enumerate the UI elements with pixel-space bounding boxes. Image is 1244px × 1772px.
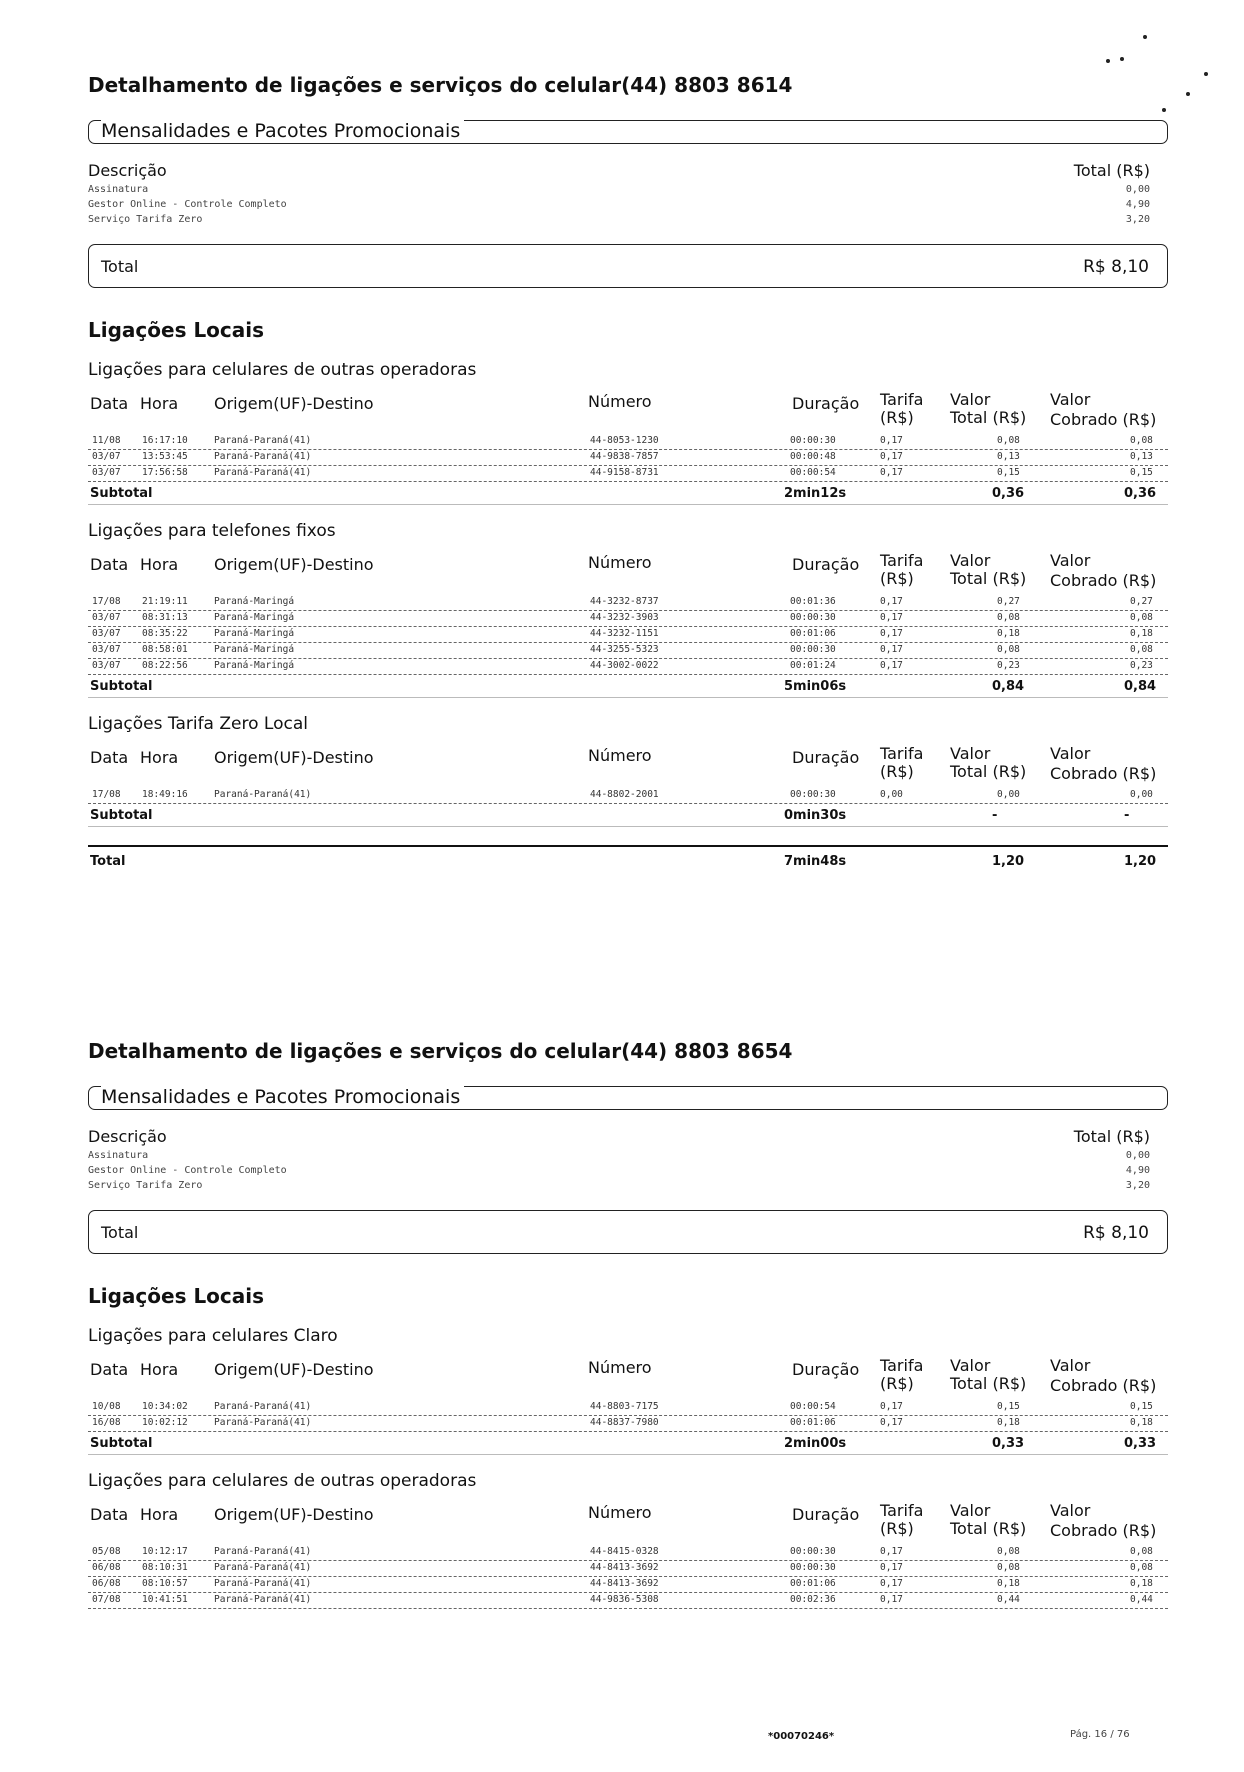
call-cell-cobrado: 0,44 [1130, 1594, 1153, 1605]
call-row [88, 1561, 1168, 1577]
call-cell-numero: 44-8053-1230 [590, 435, 659, 446]
col-valor-cobrado-sub: Cobrado (R$) [1050, 1521, 1157, 1540]
subtotal-cobrado: 0,36 [1124, 486, 1157, 501]
call-cell-numero: 44-8837-7980 [590, 1417, 659, 1428]
call-cell-data: 03/07 [92, 628, 121, 639]
total-label: Total [101, 1223, 139, 1242]
call-cell-numero: 44-8802-2001 [590, 789, 659, 800]
call-row [88, 1593, 1168, 1609]
subtotal-row [88, 675, 1168, 698]
call-cell-tarifa: 0,17 [880, 660, 903, 671]
call-cell-data: 05/08 [92, 1546, 121, 1557]
call-cell-data: 03/07 [92, 451, 121, 462]
call-cell-total: 0,13 [997, 451, 1020, 462]
call-cell-tarifa: 0,17 [880, 612, 903, 623]
col-valor-cobrado-sub: Cobrado (R$) [1050, 571, 1157, 590]
call-cell-duracao: 00:00:54 [790, 467, 836, 478]
total-value: R$ 8,10 [1083, 1223, 1149, 1243]
scan-speck [1162, 108, 1166, 112]
call-cell-data: 06/08 [92, 1562, 121, 1573]
call-cell-tarifa: 0,17 [880, 596, 903, 607]
col-valor-total-sub: Total (R$) [950, 569, 1027, 588]
call-row [88, 595, 1168, 611]
call-row [88, 627, 1168, 643]
col-valor-total: Valor [950, 551, 991, 570]
call-cell-duracao: 00:00:30 [790, 1546, 836, 1557]
call-row [88, 659, 1168, 675]
col-tarifa: Tarifa [880, 1356, 924, 1375]
call-cell-numero: 44-3232-1151 [590, 628, 659, 639]
col-origem: Origem(UF)-Destino [214, 555, 374, 574]
call-row [88, 450, 1168, 466]
description-block [88, 1126, 1168, 1206]
call-cell-numero: 44-8415-0328 [590, 1546, 659, 1557]
col-valor-total-sub: Total (R$) [950, 1519, 1027, 1538]
col-tarifa: Tarifa [880, 390, 924, 409]
col-valor-cobrado-sub: Cobrado (R$) [1050, 764, 1157, 783]
call-cell-total: 0,00 [997, 789, 1020, 800]
col-numero: Número [588, 553, 652, 572]
col-hora: Hora [140, 748, 179, 767]
call-cell-tarifa: 0,17 [880, 1546, 903, 1557]
package-box-title: Mensalidades e Pacotes Promocionais [101, 119, 464, 144]
call-cell-origem: Paraná-Paraná(41) [214, 1594, 312, 1605]
scan-speck [1106, 59, 1110, 63]
call-cell-cobrado: 0,08 [1130, 435, 1153, 446]
call-cell-total: 0,08 [997, 612, 1020, 623]
call-cell-total: 0,27 [997, 596, 1020, 607]
col-duracao: Duração [792, 555, 860, 574]
call-cell-duracao: 00:02:36 [790, 1594, 836, 1605]
call-cell-numero: 44-8803-7175 [590, 1401, 659, 1412]
description-row: Gestor Online - Controle Completo 4,90 [88, 199, 1150, 210]
call-cell-origem: Paraná-Paraná(41) [214, 451, 312, 462]
call-cell-total: 0,08 [997, 644, 1020, 655]
call-cell-numero: 44-8413-3692 [590, 1562, 659, 1573]
grand-total-label: Total [90, 854, 126, 869]
col-valor-total-sub: Total (R$) [950, 1374, 1027, 1393]
call-cell-origem: Paraná-Paraná(41) [214, 1562, 312, 1573]
call-row [88, 434, 1168, 450]
call-cell-numero: 44-9158-8731 [590, 467, 659, 478]
call-cell-duracao: 00:00:30 [790, 644, 836, 655]
col-hora: Hora [140, 394, 179, 413]
call-cell-total: 0,18 [997, 1578, 1020, 1589]
call-cell-duracao: 00:01:06 [790, 628, 836, 639]
call-cell-hora: 10:34:02 [142, 1401, 188, 1412]
description-block [88, 160, 1168, 240]
col-tarifa: Tarifa [880, 1501, 924, 1520]
call-cell-numero: 44-8413-3692 [590, 1578, 659, 1589]
subtotal-duracao: 5min06s [784, 679, 847, 694]
call-cell-cobrado: 0,08 [1130, 1562, 1153, 1573]
call-cell-numero: 44-9836-5308 [590, 1594, 659, 1605]
subtotal-row [88, 1432, 1168, 1455]
subtotal-row [88, 804, 1168, 827]
section-title: Ligações Locais [88, 1284, 265, 1308]
call-cell-origem: Paraná-Paraná(41) [214, 467, 312, 478]
call-cell-duracao: 00:00:30 [790, 612, 836, 623]
call-cell-duracao: 00:01:24 [790, 660, 836, 671]
call-cell-total: 0,23 [997, 660, 1020, 671]
subtotal-duracao: 0min30s [784, 808, 847, 823]
call-groups [88, 358, 1168, 827]
call-cell-data: 17/08 [92, 789, 121, 800]
col-hora: Hora [140, 555, 179, 574]
column-header [88, 1501, 1168, 1545]
call-cell-hora: 10:02:12 [142, 1417, 188, 1428]
col-numero: Número [588, 1358, 652, 1377]
description-row: Assinatura 0,00 [88, 1150, 1150, 1161]
call-cell-origem: Paraná-Maringá [214, 660, 295, 671]
call-cell-data: 07/08 [92, 1594, 121, 1605]
col-origem: Origem(UF)-Destino [214, 394, 374, 413]
grand-total-duration: 7min48s [784, 854, 847, 869]
call-cell-hora: 10:12:17 [142, 1546, 188, 1557]
total-box [88, 1210, 1168, 1254]
call-cell-tarifa: 0,17 [880, 467, 903, 478]
call-cell-duracao: 00:00:54 [790, 1401, 836, 1412]
call-cell-tarifa: 0,17 [880, 644, 903, 655]
call-cell-origem: Paraná-Paraná(41) [214, 789, 312, 800]
call-cell-cobrado: 0,08 [1130, 644, 1153, 655]
grand-total-value: 1,20 [992, 854, 1025, 869]
call-cell-data: 03/07 [92, 644, 121, 655]
subtotal-duracao: 2min12s [784, 486, 847, 501]
col-tarifa-unit: (R$) [880, 569, 914, 588]
col-hora: Hora [140, 1360, 179, 1379]
call-cell-cobrado: 0,08 [1130, 1546, 1153, 1557]
call-cell-total: 0,18 [997, 628, 1020, 639]
col-valor-total: Valor [950, 1356, 991, 1375]
grand-total-charged: 1,20 [1124, 854, 1157, 869]
call-cell-duracao: 00:00:48 [790, 451, 836, 462]
call-cell-hora: 08:58:01 [142, 644, 188, 655]
call-cell-cobrado: 0,15 [1130, 1401, 1153, 1412]
col-valor-cobrado: Valor [1050, 1501, 1091, 1520]
call-cell-duracao: 00:00:30 [790, 789, 836, 800]
call-cell-data: 03/07 [92, 660, 121, 671]
call-row [88, 466, 1168, 482]
package-box [88, 1086, 1168, 1110]
call-cell-duracao: 00:00:30 [790, 1562, 836, 1573]
call-cell-cobrado: 0,15 [1130, 467, 1153, 478]
call-cell-cobrado: 0,18 [1130, 628, 1153, 639]
call-cell-numero: 44-3232-8737 [590, 596, 659, 607]
call-cell-hora: 08:10:57 [142, 1578, 188, 1589]
call-row [88, 611, 1168, 627]
subtotal-row [88, 482, 1168, 505]
total-header: Total (R$) [1073, 1127, 1150, 1146]
total-value: R$ 8,10 [1083, 257, 1149, 277]
call-cell-tarifa: 0,00 [880, 789, 903, 800]
package-box-title: Mensalidades e Pacotes Promocionais [101, 1085, 464, 1110]
description-header: Descrição [88, 161, 167, 180]
scan-speck [1186, 92, 1190, 96]
col-numero: Número [588, 1503, 652, 1522]
description-row: Serviço Tarifa Zero 3,20 [88, 214, 1150, 225]
call-cell-tarifa: 0,17 [880, 1401, 903, 1412]
call-cell-hora: 08:10:31 [142, 1562, 188, 1573]
col-numero: Número [588, 746, 652, 765]
call-cell-tarifa: 0,17 [880, 1417, 903, 1428]
call-cell-origem: Paraná-Paraná(41) [214, 1578, 312, 1589]
subtotal-total: 0,33 [992, 1436, 1025, 1451]
subtotal-label: Subtotal [90, 1436, 153, 1451]
page-number: Pág. 16 / 76 [1070, 1729, 1130, 1740]
column-header [88, 744, 1168, 788]
subtotal-total: 0,36 [992, 486, 1025, 501]
scan-speck [1143, 35, 1147, 39]
subtotal-label: Subtotal [90, 808, 153, 823]
subtotal-cobrado: 0,33 [1124, 1436, 1157, 1451]
col-tarifa-unit: (R$) [880, 1519, 914, 1538]
phone-section-1 [88, 70, 1168, 871]
call-cell-cobrado: 0,13 [1130, 451, 1153, 462]
scan-speck [1204, 72, 1208, 76]
call-row [88, 1400, 1168, 1416]
col-valor-cobrado: Valor [1050, 744, 1091, 763]
phone-title: Detalhamento de ligações e serviços do celular(44) 8803 8614 [88, 73, 793, 97]
call-cell-tarifa: 0,17 [880, 1562, 903, 1573]
column-header [88, 551, 1168, 595]
col-numero: Número [588, 392, 652, 411]
call-cell-origem: Paraná-Maringá [214, 644, 295, 655]
call-cell-data: 06/08 [92, 1578, 121, 1589]
call-cell-origem: Paraná-Paraná(41) [214, 1401, 312, 1412]
package-box [88, 120, 1168, 144]
col-origem: Origem(UF)-Destino [214, 1505, 374, 1524]
call-cell-total: 0,08 [997, 1562, 1020, 1573]
call-cell-cobrado: 0,08 [1130, 612, 1153, 623]
col-tarifa-unit: (R$) [880, 762, 914, 781]
call-row [88, 788, 1168, 804]
call-cell-numero: 44-3255-5323 [590, 644, 659, 655]
group-title: Ligações para celulares de outras operadoras [88, 1471, 477, 1491]
group-title: Ligações para celulares Claro [88, 1326, 338, 1346]
call-groups [88, 1324, 1168, 1609]
col-valor-cobrado: Valor [1050, 551, 1091, 570]
call-cell-hora: 21:19:11 [142, 596, 188, 607]
subtotal-label: Subtotal [90, 679, 153, 694]
col-data: Data [90, 394, 129, 413]
grand-total-row [88, 845, 1168, 871]
group-title: Ligações para telefones fixos [88, 521, 336, 541]
subtotal-cobrado: - [1124, 808, 1130, 823]
call-cell-total: 0,08 [997, 435, 1020, 446]
col-valor-total: Valor [950, 390, 991, 409]
call-cell-hora: 16:17:10 [142, 435, 188, 446]
column-header [88, 390, 1168, 434]
col-data: Data [90, 1360, 129, 1379]
col-valor-cobrado: Valor [1050, 1356, 1091, 1375]
call-cell-tarifa: 0,17 [880, 435, 903, 446]
phone-title: Detalhamento de ligações e serviços do celular(44) 8803 8654 [88, 1039, 793, 1063]
subtotal-total: 0,84 [992, 679, 1025, 694]
call-cell-origem: Paraná-Maringá [214, 612, 295, 623]
call-cell-cobrado: 0,23 [1130, 660, 1153, 671]
call-cell-origem: Paraná-Maringá [214, 596, 295, 607]
col-duracao: Duração [792, 1505, 860, 1524]
col-duracao: Duração [792, 748, 860, 767]
call-cell-hora: 10:41:51 [142, 1594, 188, 1605]
call-cell-hora: 08:31:13 [142, 612, 188, 623]
section-title: Ligações Locais [88, 318, 265, 342]
call-cell-tarifa: 0,17 [880, 451, 903, 462]
call-cell-duracao: 00:01:36 [790, 596, 836, 607]
col-hora: Hora [140, 1505, 179, 1524]
col-valor-total: Valor [950, 744, 991, 763]
total-box [88, 244, 1168, 288]
call-cell-total: 0,15 [997, 467, 1020, 478]
col-tarifa-unit: (R$) [880, 408, 914, 427]
col-duracao: Duração [792, 394, 860, 413]
call-cell-data: 10/08 [92, 1401, 121, 1412]
call-cell-origem: Paraná-Maringá [214, 628, 295, 639]
call-cell-tarifa: 0,17 [880, 1594, 903, 1605]
call-cell-data: 17/08 [92, 596, 121, 607]
call-cell-hora: 18:49:16 [142, 789, 188, 800]
call-cell-duracao: 00:01:06 [790, 1578, 836, 1589]
col-valor-total-sub: Total (R$) [950, 762, 1027, 781]
subtotal-label: Subtotal [90, 486, 153, 501]
scan-speck [1120, 57, 1124, 61]
call-cell-duracao: 00:00:30 [790, 435, 836, 446]
subtotal-cobrado: 0,84 [1124, 679, 1157, 694]
call-cell-cobrado: 0,27 [1130, 596, 1153, 607]
call-cell-tarifa: 0,17 [880, 1578, 903, 1589]
call-cell-origem: Paraná-Paraná(41) [214, 1546, 312, 1557]
call-cell-hora: 13:53:45 [142, 451, 188, 462]
col-data: Data [90, 555, 129, 574]
group-title: Ligações Tarifa Zero Local [88, 714, 308, 734]
call-cell-cobrado: 0,18 [1130, 1417, 1153, 1428]
call-cell-total: 0,08 [997, 1546, 1020, 1557]
total-header: Total (R$) [1073, 161, 1150, 180]
col-valor-total-sub: Total (R$) [950, 408, 1027, 427]
barcode-code: *00070246* [768, 1731, 835, 1742]
phone-section-2 [88, 1036, 1168, 1609]
col-origem: Origem(UF)-Destino [214, 748, 374, 767]
col-valor-cobrado-sub: Cobrado (R$) [1050, 1376, 1157, 1395]
column-header [88, 1356, 1168, 1400]
description-header: Descrição [88, 1127, 167, 1146]
call-cell-data: 03/07 [92, 612, 121, 623]
col-data: Data [90, 748, 129, 767]
call-cell-hora: 17:56:58 [142, 467, 188, 478]
call-cell-tarifa: 0,17 [880, 628, 903, 639]
col-valor-cobrado: Valor [1050, 390, 1091, 409]
call-cell-numero: 44-9838-7857 [590, 451, 659, 462]
col-valor-total: Valor [950, 1501, 991, 1520]
col-origem: Origem(UF)-Destino [214, 1360, 374, 1379]
call-cell-data: 16/08 [92, 1417, 121, 1428]
call-row [88, 1545, 1168, 1561]
call-cell-hora: 08:35:22 [142, 628, 188, 639]
call-cell-total: 0,44 [997, 1594, 1020, 1605]
call-cell-duracao: 00:01:06 [790, 1417, 836, 1428]
call-cell-hora: 08:22:56 [142, 660, 188, 671]
total-label: Total [101, 257, 139, 276]
call-row [88, 1577, 1168, 1593]
description-row: Gestor Online - Controle Completo 4,90 [88, 1165, 1150, 1176]
call-cell-total: 0,15 [997, 1401, 1020, 1412]
call-row [88, 1416, 1168, 1432]
col-data: Data [90, 1505, 129, 1524]
col-duracao: Duração [792, 1360, 860, 1379]
col-tarifa: Tarifa [880, 551, 924, 570]
col-valor-cobrado-sub: Cobrado (R$) [1050, 410, 1157, 429]
subtotal-duracao: 2min00s [784, 1436, 847, 1451]
description-row: Assinatura 0,00 [88, 184, 1150, 195]
subtotal-total: - [992, 808, 998, 823]
call-cell-cobrado: 0,00 [1130, 789, 1153, 800]
call-cell-origem: Paraná-Paraná(41) [214, 1417, 312, 1428]
call-cell-origem: Paraná-Paraná(41) [214, 435, 312, 446]
call-row [88, 643, 1168, 659]
group-title: Ligações para celulares de outras operadoras [88, 360, 477, 380]
description-row: Serviço Tarifa Zero 3,20 [88, 1180, 1150, 1191]
call-cell-data: 03/07 [92, 467, 121, 478]
col-tarifa-unit: (R$) [880, 1374, 914, 1393]
call-cell-numero: 44-3002-0022 [590, 660, 659, 671]
call-cell-numero: 44-3232-3903 [590, 612, 659, 623]
call-cell-cobrado: 0,18 [1130, 1578, 1153, 1589]
col-tarifa: Tarifa [880, 744, 924, 763]
call-cell-total: 0,18 [997, 1417, 1020, 1428]
call-cell-data: 11/08 [92, 435, 121, 446]
